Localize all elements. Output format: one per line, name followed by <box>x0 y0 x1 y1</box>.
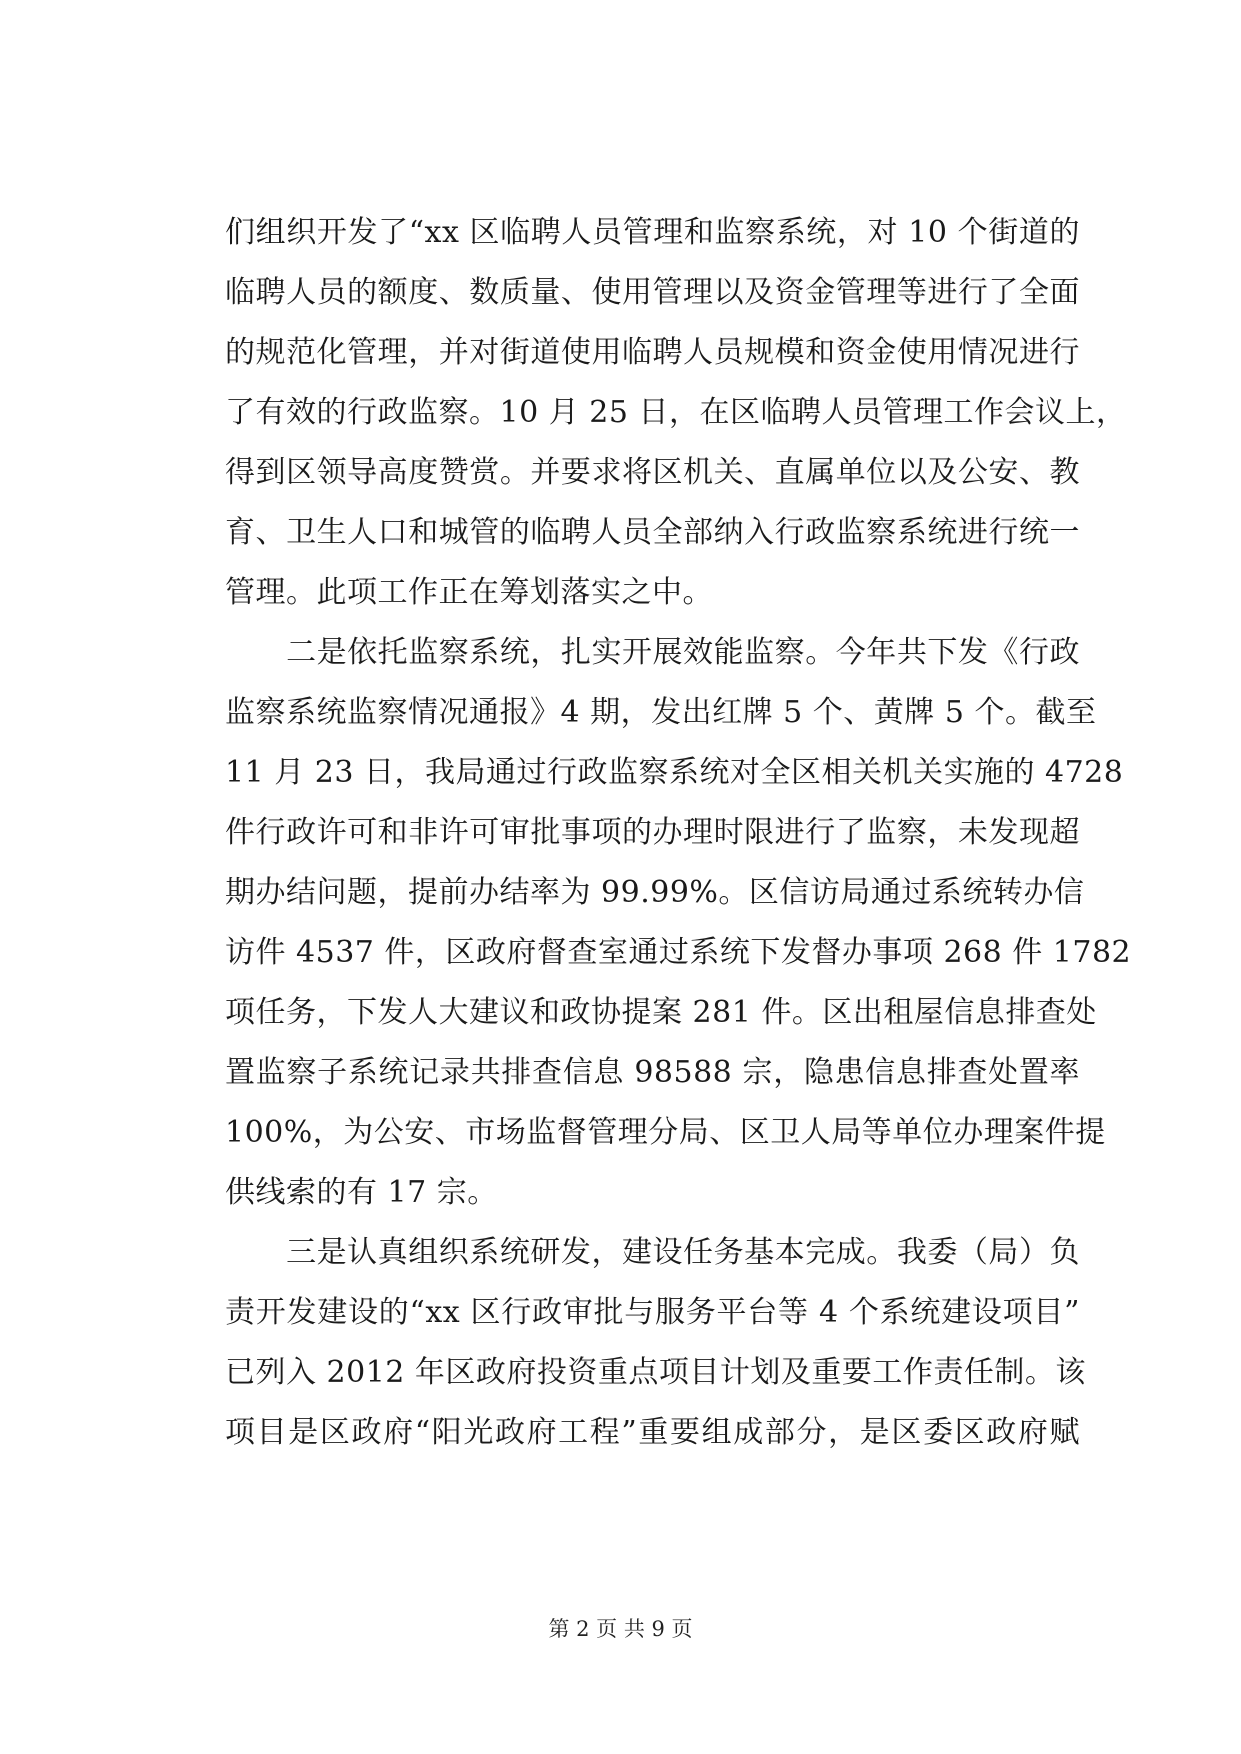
text-line: 监察系统监察情况通报》4 期，发出红牌 5 个、黄牌 5 个。截至 <box>225 695 1097 730</box>
text-line: 育、卫生人口和城管的临聘人员全部纳入行政监察系统进行统一 <box>225 515 1080 550</box>
text-line: 期办结问题，提前办结率为 99.99%。区信访局通过系统转办信 <box>225 875 1085 910</box>
text-line: 11 月 23 日，我局通过行政监察系统对全区相关机关实施的 4728 <box>225 755 1124 790</box>
text-line: 件行政许可和非许可审批事项的办理时限进行了监察，未发现超 <box>225 815 1080 850</box>
text-line: 们组织开发了“xx 区临聘人员管理和监察系统，对 10 个街道的 <box>225 215 1080 250</box>
paragraph-start-line: 二是依托监察系统，扎实开展效能监察。今年共下发《行政 <box>225 635 1080 670</box>
text-line: 的规范化管理，并对街道使用临聘人员规模和资金使用情况进行 <box>225 335 1080 370</box>
text-line: 管理。此项工作正在筹划落实之中。 <box>225 575 713 610</box>
text-line: 置监察子系统记录共排查信息 98588 宗，隐患信息排查处置率 <box>225 1055 1080 1090</box>
text-line: 已列入 2012 年区政府投资重点项目计划及重要工作责任制。该 <box>225 1355 1086 1390</box>
text-line: 100%，为公安、市场监督管理分局、区卫人局等单位办理案件提 <box>225 1115 1106 1150</box>
text-line: 了有效的行政监察。10 月 25 日，在区临聘人员管理工作会议上， <box>225 395 1127 430</box>
text-line: 临聘人员的额度、数质量、使用管理以及资金管理等进行了全面 <box>225 275 1080 310</box>
page-number-footer: 第 2 页 共 9 页 <box>548 1617 693 1641</box>
text-line: 得到区领导高度赞赏。并要求将区机关、直属单位以及公安、教 <box>225 455 1080 490</box>
text-line: 供线索的有 17 宗。 <box>225 1175 498 1210</box>
text-line: 项目是区政府“阳光政府工程”重要组成部分，是区委区政府赋 <box>225 1415 1080 1450</box>
text-line: 责开发建设的“xx 区行政审批与服务平台等 4 个系统建设项目” <box>225 1295 1080 1330</box>
paragraph-start-line: 三是认真组织系统研发，建设任务基本完成。我委（局）负 <box>225 1235 1080 1270</box>
text-line: 访件 4537 件，区政府督查室通过系统下发督办事项 268 件 1782 <box>225 935 1132 970</box>
text-line: 项任务，下发人大建议和政协提案 281 件。区出租屋信息排查处 <box>225 995 1097 1030</box>
